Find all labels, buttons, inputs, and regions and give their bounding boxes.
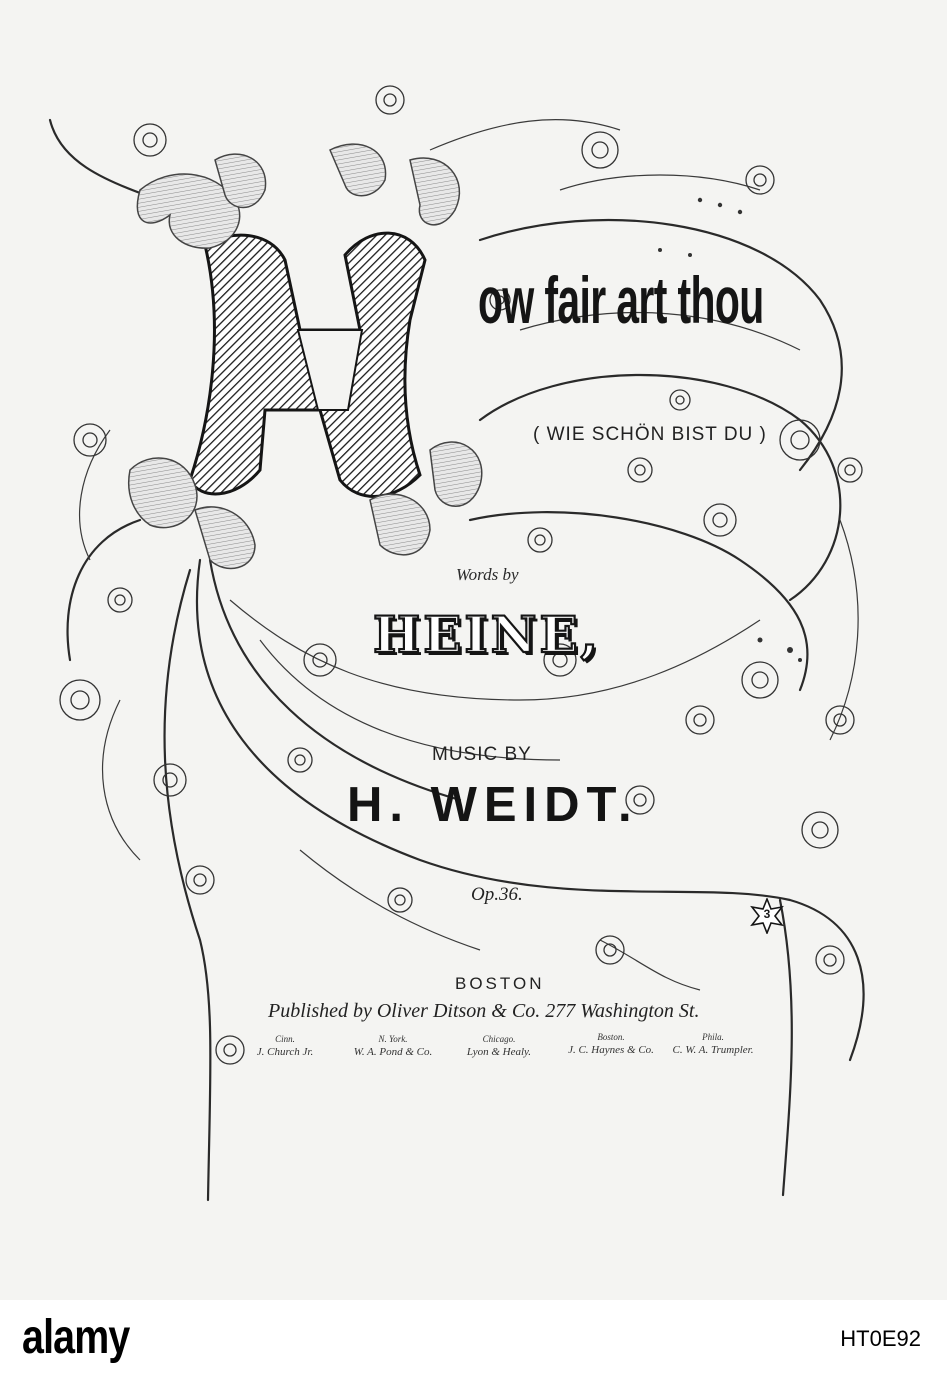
subtitle-text: ( WIE SCHÖN BIST DU ) (533, 424, 767, 445)
agent-item (230, 1034, 340, 1059)
brand-logo: alamy (22, 1311, 130, 1364)
agent-city: Phila. (702, 1032, 724, 1042)
agent-item (658, 1032, 768, 1057)
agent-name: J. C. Haynes & Co. (568, 1044, 654, 1056)
watermark-bar (0, 1300, 947, 1390)
publisher-line: Published by Oliver Ditson & Co. 277 Washington St. (268, 1000, 700, 1022)
agent-item (444, 1034, 554, 1059)
agent-name: J. Church Jr. (256, 1046, 314, 1058)
agent-city: Cinn. (275, 1034, 295, 1044)
composer-name: H. WEIDT. (347, 778, 639, 832)
music-by-label: MUSIC BY (432, 744, 532, 765)
title-initial-letter (129, 144, 482, 568)
agent-name: Lyon & Healy. (466, 1046, 532, 1058)
plate-number-text: 3 (763, 907, 771, 921)
title-text: ow fair art thou (478, 263, 764, 337)
agent-item (338, 1034, 448, 1059)
image-id: HT0E92 (840, 1326, 921, 1351)
agent-city: Boston. (597, 1032, 625, 1042)
agent-city: N. York. (378, 1034, 408, 1044)
opus-number: Op.36. (471, 884, 523, 905)
words-by-label: Words by (456, 565, 519, 584)
publisher-city: BOSTON (455, 974, 545, 993)
agent-name: C. W. A. Trumpler. (672, 1044, 754, 1056)
plate-number-badge (749, 898, 785, 934)
lyricist-name: HEINE, (373, 605, 601, 664)
agent-city: Chicago. (482, 1034, 516, 1044)
agent-item (556, 1032, 666, 1057)
agent-name: W. A. Pond & Co. (353, 1046, 433, 1058)
